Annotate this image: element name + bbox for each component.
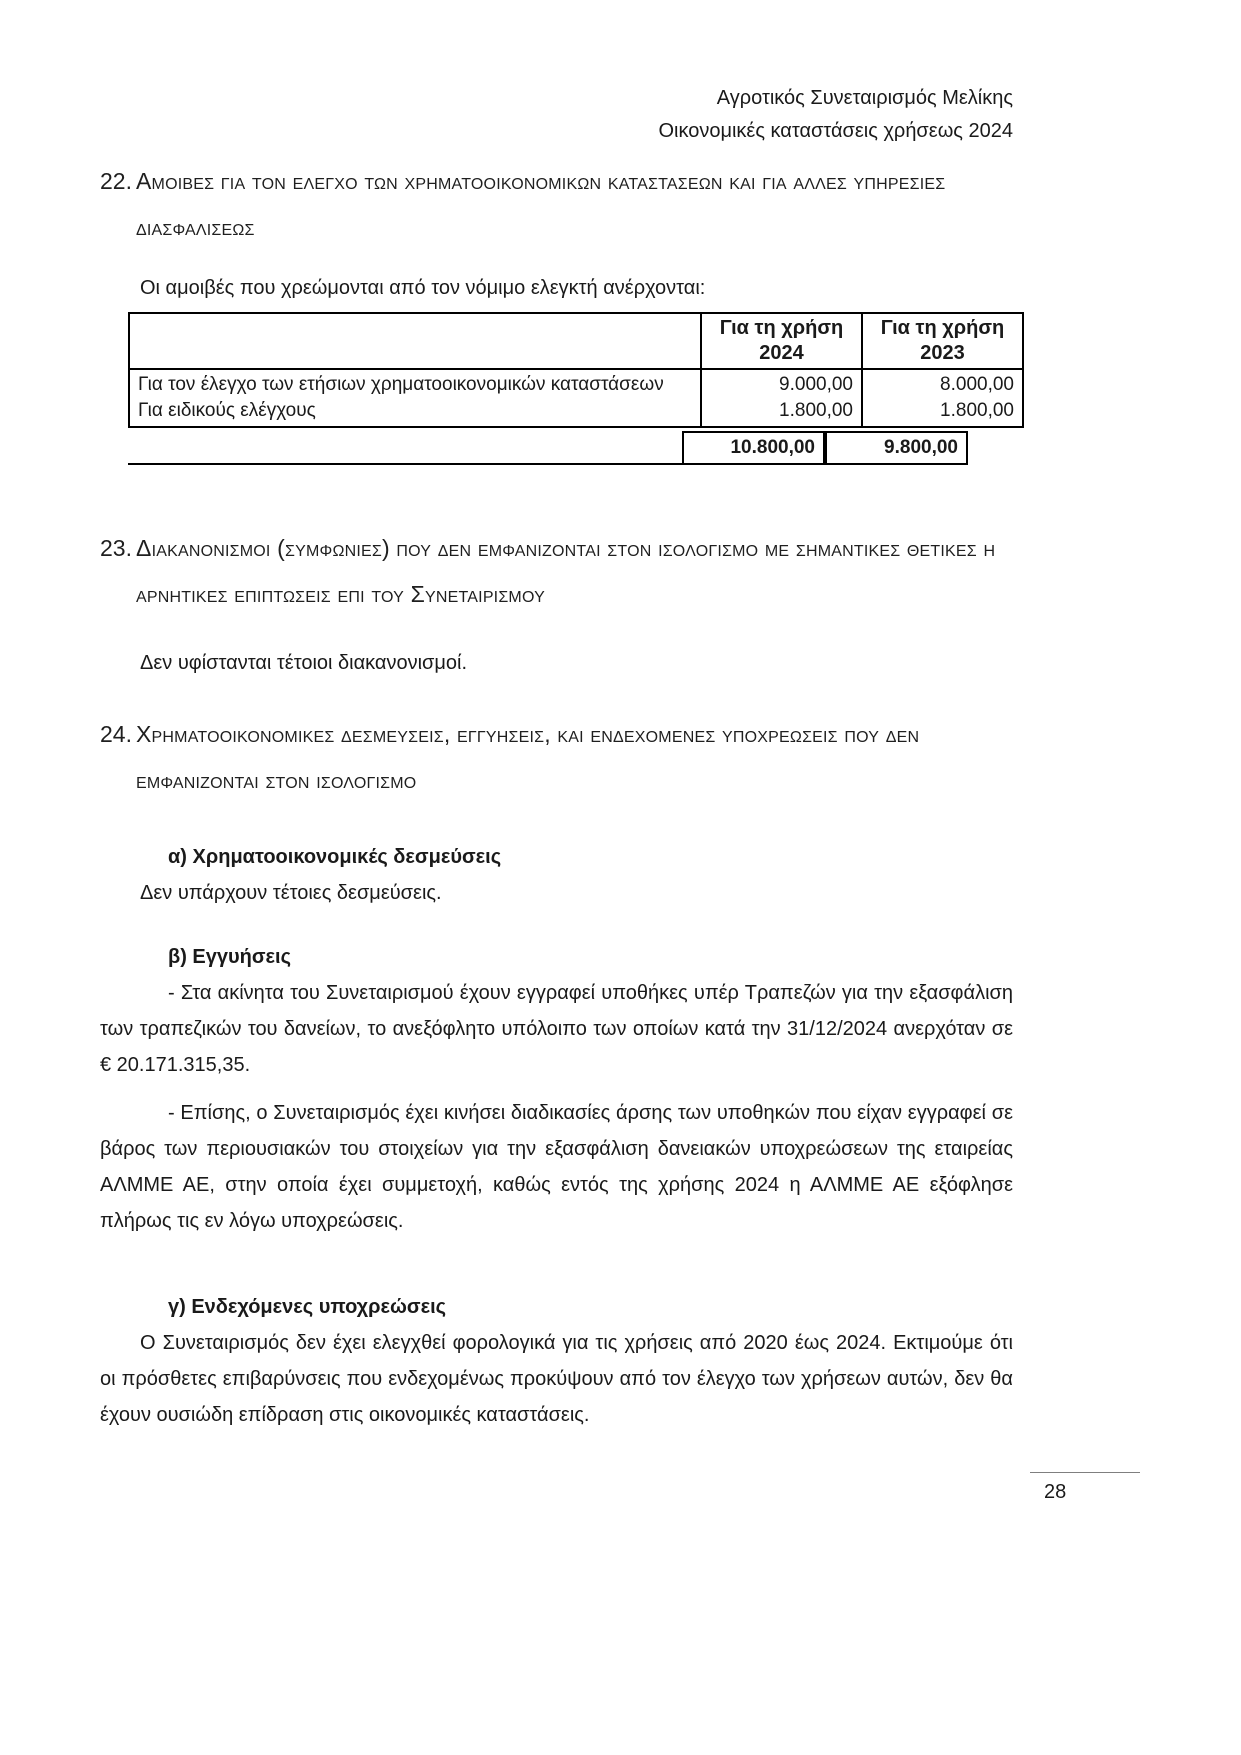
section-23-number: 23. — [100, 535, 132, 561]
page-number: 28 — [1044, 1481, 1067, 1503]
fees-value-2023: 8.000,00 — [940, 374, 1014, 395]
fees-table — [128, 312, 1024, 428]
fees-labels-cell — [129, 369, 701, 427]
section-22-number: 22. — [100, 168, 132, 194]
fees-header-2023-label: Για τη χρήση — [880, 317, 1005, 339]
section-22-heading — [100, 158, 1013, 250]
subsection-b-paragraph-2: - Επίσης, ο Συνεταιρισμός έχει κινήσει διαδικασίες άρσης των υποθηκών που είχαν εγγραφεί σε βάρος των περιουσιακών του στοιχείων για την εξασφάλιση δανειακών υποχρεώσεων της εταιρείας ΑΛΜΜΕ ΑΕ, στην οποία έχει συμμετοχή, καθώς εντός της χρήσης 2024 η ΑΛΜΜΕ ΑΕ εξόφλησε πλήρως τις εν λόγω υποχρεώσεις. — [100, 1102, 1013, 1232]
subsection-a-body: Δεν υπάρχουν τέτοιες δεσμεύσεις. — [140, 882, 442, 904]
section-24-title: Χρηματοοικονομικες δεσμευσεις, εγγυησεις, και ενδεχομενες υποχρεωσεις που δεν εμφανιζονται στον ισολογισμο — [136, 721, 920, 793]
fees-total-2023: 9.800,00 — [825, 431, 968, 465]
fees-header-2023 — [862, 313, 1023, 369]
fees-header-2024 — [701, 313, 862, 369]
fees-values-2024-cell — [701, 369, 862, 427]
fees-row-label: Για τον έλεγχο των ετήσιων χρηματοοικονομικών καταστάσεων — [138, 374, 664, 395]
fees-table-header-row — [129, 313, 1023, 369]
fees-totals-spacer — [128, 431, 682, 465]
fees-value-2024: 1.800,00 — [779, 400, 853, 421]
fees-totals-row — [128, 431, 968, 465]
fees-value-2024: 9.000,00 — [779, 374, 853, 395]
section-23-title: Διακανονισμοι (συμφωνιες) που δεν εμφανιζονται στον ισολογισμο με σημαντικες θετικες η αρνητικες επιπτωσεις επι του Συνεταιρισμου — [136, 535, 996, 607]
audit-fees-table — [128, 312, 1014, 465]
header-org-name: Αγροτικός Συνεταιρισμός Μελίκης — [716, 87, 1013, 109]
fees-total-2024: 10.800,00 — [682, 431, 825, 465]
subsection-c-body: Ο Συνεταιρισμός δεν έχει ελεγχθεί φορολογικά για τις χρήσεις από 2020 έως 2024. Εκτιμούμε ότι οι πρόσθετες επιβαρύνσεις που ενδεχομένως προκύψουν από τον έλεγχο των χρήσεων αυτών, δεν θα έχουν ουσιώδη επίδραση στις οικονομικές καταστάσεις. — [100, 1332, 1013, 1426]
section-24-heading — [100, 711, 1013, 803]
subsection-c-heading: γ) Ενδεχόμενες υποχρεώσεις — [168, 1296, 447, 1318]
fees-header-2023-year: 2023 — [920, 342, 965, 364]
fees-intro-text: Οι αμοιβές που χρεώμονται από τον νόμιμο ελεγκτή ανέρχονται: — [140, 277, 706, 299]
fees-header-empty-cell — [129, 313, 701, 369]
header-statement-title: Οικονομικές καταστάσεις χρήσεως 2024 — [658, 120, 1013, 142]
document-header — [100, 82, 1013, 148]
fees-header-2024-label: Για τη χρήση — [719, 317, 844, 339]
fees-row-label: Για ειδικούς ελέγχους — [138, 400, 316, 421]
fees-header-2024-year: 2024 — [759, 342, 804, 364]
section-24-number: 24. — [100, 721, 132, 747]
fees-value-2023: 1.800,00 — [940, 400, 1014, 421]
section-22-title: Αμοιβες για τον ελεγχο των χρηματοοικονομικων καταστασεων και για αλλες υπηρεσιες διασφαλισεως — [136, 168, 946, 240]
section-23-heading — [100, 525, 1013, 617]
page-footer — [1030, 1472, 1140, 1507]
fees-values-2023-cell — [862, 369, 1023, 427]
subsection-a-heading: α) Χρηματοοικονομικές δεσμεύσεις — [168, 846, 502, 868]
fees-table-body-row — [129, 369, 1023, 427]
section-23-body: Δεν υφίστανται τέτοιοι διακανονισμοί. — [140, 652, 468, 674]
subsection-b-paragraph-1: - Στα ακίνητα του Συνεταιρισμού έχουν εγγραφεί υποθήκες υπέρ Τραπεζών για την εξασφάλιση των τραπεζικών του δανείων, το ανεξόφλητο υπόλοιπο των οποίων κατά την 31/12/2024 ανερχόταν σε € 20.171.315,35. — [100, 982, 1013, 1076]
subsection-b-heading: β) Εγγυήσεις — [168, 946, 291, 968]
page-content — [100, 82, 1013, 1433]
